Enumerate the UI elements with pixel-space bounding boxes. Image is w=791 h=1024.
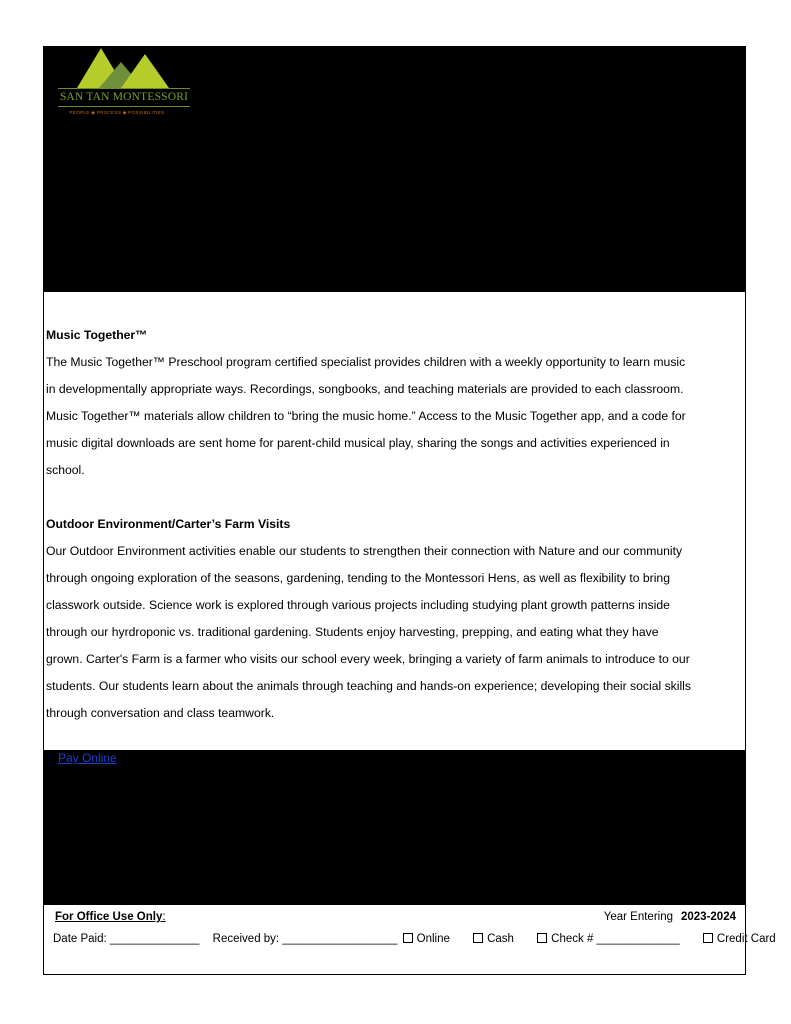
checkbox-icon[interactable] xyxy=(473,933,483,943)
logo-rule xyxy=(58,88,190,89)
payment-row xyxy=(53,933,791,945)
text-line: through ongoing exploration of the seasons, gardening, tending to the Montessori Hens, as well as flexibility to bring xyxy=(46,571,670,585)
content xyxy=(46,322,746,727)
logo-name: SAN TAN MONTESSORI xyxy=(59,91,189,103)
text-line: grown. Carter's Farm is a farmer who visits our school every week, bringing a variety of farm animals to introduce to our xyxy=(46,652,690,666)
year-entering-label: Year Entering xyxy=(603,911,673,923)
pay-online-link[interactable]: Pay Online xyxy=(58,751,117,765)
section-heading-music: Music Together™ xyxy=(46,328,148,342)
text-line: Our Outdoor Environment activities enable our students to strengthen their connection with Nature and our community xyxy=(46,544,683,558)
section-text-music xyxy=(46,349,746,484)
text-line: school. xyxy=(46,463,85,477)
office-use-label xyxy=(55,911,166,923)
option-label: Online xyxy=(416,933,450,945)
option-credit-card[interactable] xyxy=(703,933,786,945)
section-heading-outdoor: Outdoor Environment/Carter’s Farm Visits xyxy=(46,517,291,531)
year-entering xyxy=(604,911,736,923)
text-line: classwork outside. Science work is explored through various projects including studying plant growth patterns inside xyxy=(46,598,670,612)
option-label: Cash xyxy=(487,933,514,945)
checkbox-icon[interactable] xyxy=(537,933,547,943)
logo-rule xyxy=(58,106,190,107)
text-line: The Music Together™ Preschool program certified specialist provides children with a weekly opportunity to learn music xyxy=(46,355,686,369)
checkbox-icon[interactable] xyxy=(703,933,713,943)
option-check[interactable] xyxy=(537,933,690,945)
office-use-section xyxy=(43,905,776,975)
option-cash[interactable] xyxy=(473,933,524,945)
office-use-text: For Office Use Only xyxy=(55,911,163,923)
payment-band xyxy=(43,750,746,905)
logo-tagline: PEOPLE ◆ PROCESS ◆ POSSIBILITIES xyxy=(69,110,165,115)
school-logo xyxy=(55,46,195,120)
mountains-icon xyxy=(55,46,195,90)
date-paid-field[interactable]: Date Paid: ______________ xyxy=(53,933,200,945)
text-line: through conversation and class teamwork. xyxy=(46,706,275,720)
received-by-field[interactable]: Received by: __________________ xyxy=(212,933,398,945)
option-label: Check # _____________ xyxy=(551,933,680,945)
text-line: students. Our students learn about the animals through teaching and hands-on experience; developing their social skills xyxy=(46,679,691,693)
text-line: through our hyrdroponic vs. traditional gardening. Students enjoy harvesting, prepping, and eating what they have xyxy=(46,625,659,639)
text-line: music digital downloads are sent home for parent-child musical play, sharing the songs and activities experienced in xyxy=(46,436,670,450)
section-text-outdoor xyxy=(46,538,746,727)
option-online[interactable] xyxy=(403,933,460,945)
text-line: Music Together™ materials allow children to “bring the music home.” Access to the Music Together app, and a code for xyxy=(46,409,686,423)
checkbox-icon[interactable] xyxy=(403,933,413,943)
text-line: in developmentally appropriate ways. Recordings, songbooks, and teaching materials are provided to each classroom. xyxy=(46,382,684,396)
year-entering-value: 2023-2024 xyxy=(681,911,736,923)
office-use-colon: : xyxy=(162,911,166,923)
option-label: Credit Card xyxy=(716,933,776,945)
